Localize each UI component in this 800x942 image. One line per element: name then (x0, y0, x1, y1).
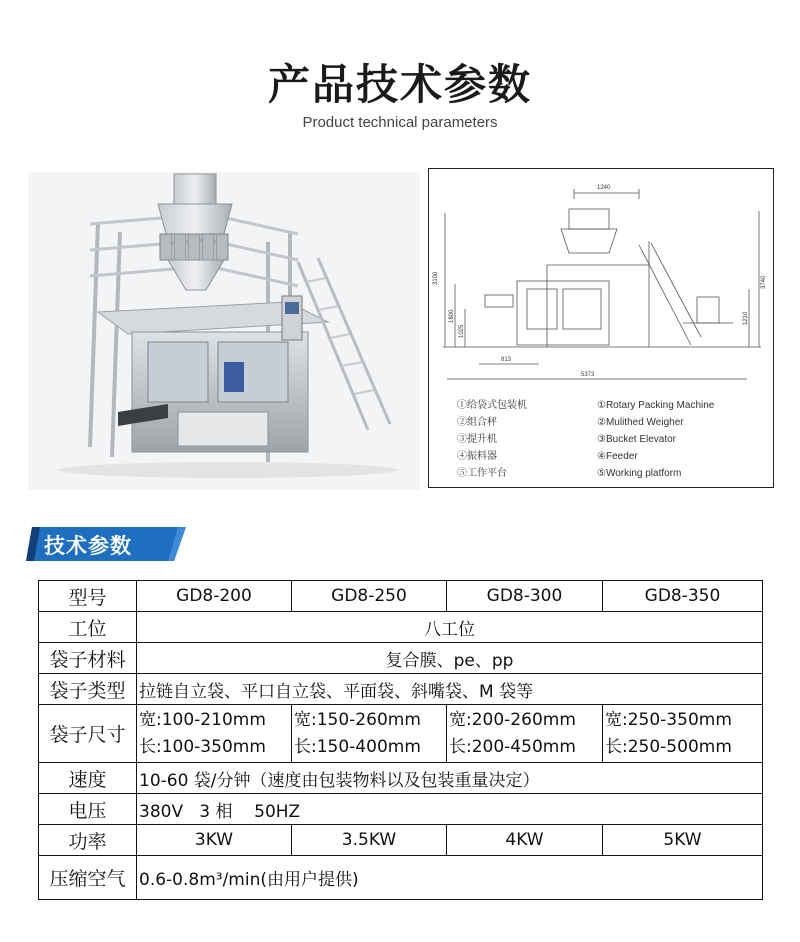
model-cell: GD8-250 (292, 581, 447, 612)
voltage-label: 电压 (39, 794, 137, 825)
legend-item: ①Rotary Packing Machine (597, 400, 715, 411)
size-length: 长:250-500mm (605, 736, 732, 757)
size-width: 宽:100-210mm (139, 709, 266, 730)
size-length: 长:200-450mm (449, 736, 576, 757)
station-label: 工位 (39, 612, 137, 643)
legend-item: ①给袋式包装机 (457, 400, 527, 411)
bagtype-label: 袋子类型 (39, 674, 137, 705)
size-length: 长:150-400mm (294, 736, 421, 757)
table-row (39, 794, 763, 825)
dim-right-total: 3740 (761, 275, 767, 289)
legend-item: ⑤Working platform (597, 468, 682, 479)
table-row (39, 856, 763, 900)
table-row (39, 612, 763, 643)
power-cell: 3KW (137, 825, 292, 856)
air-label: 压缩空气 (39, 856, 137, 900)
size-width: 宽:150-260mm (294, 709, 421, 730)
page-title: 产品技术参数 (267, 60, 532, 109)
spec-table (38, 580, 763, 900)
dim-left-total: 3100 (433, 271, 439, 285)
table-row (39, 705, 763, 763)
voltage-value: 380V 3 相 50HZ (137, 794, 763, 825)
speed-label: 速度 (39, 763, 137, 794)
size-cell (447, 705, 603, 763)
legend-cn (457, 397, 527, 482)
dim-bottom-total: 5373 (581, 372, 595, 378)
model-cell: GD8-200 (137, 581, 292, 612)
power-cell: 4KW (447, 825, 603, 856)
model-label: 型号 (39, 581, 137, 612)
table-row (39, 581, 763, 612)
bagtype-value: 拉链自立袋、平口自立袋、平面袋、斜嘴袋、M 袋等 (137, 674, 763, 705)
size-length: 长:100-350mm (139, 736, 266, 757)
size-width: 宽:250-350mm (605, 709, 732, 730)
technical-drawing (428, 168, 774, 488)
size-cell (292, 705, 447, 763)
material-label: 袋子材料 (39, 643, 137, 674)
table-row (39, 825, 763, 856)
legend-item: ④Feeder (597, 451, 638, 462)
speed-value: 10-60 袋/分钟（速度由包装物料以及包装重量决定） (137, 763, 763, 794)
machine-illustration (28, 172, 420, 490)
power-cell: 5KW (603, 825, 763, 856)
size-width: 宽:200-260mm (449, 709, 576, 730)
material-value: 复合膜、pe、pp (137, 643, 763, 674)
station-value: 八工位 (137, 612, 763, 643)
page-subtitle: Product technical parameters (302, 114, 498, 131)
air-value: 0.6-0.8m³/min(由用户提供) (137, 856, 763, 900)
size-cell (137, 705, 292, 763)
power-cell: 3.5KW (292, 825, 447, 856)
legend-item: ③提升机 (457, 434, 497, 445)
table-row (39, 643, 763, 674)
dim-left-mid: 1800 (449, 309, 455, 323)
legend-item: ④振料器 (457, 451, 497, 462)
dim-top: 1240 (597, 185, 611, 191)
dim-bottom-a: 813 (501, 357, 512, 363)
model-cell: GD8-300 (447, 581, 603, 612)
model-cell: GD8-350 (603, 581, 763, 612)
section-title: 技术参数 (44, 534, 132, 558)
dim-right-low: 1210 (743, 311, 749, 325)
size-cell (603, 705, 763, 763)
dim-left-low: 1025 (459, 324, 465, 338)
layout-diagram (429, 169, 772, 389)
legend-item: ⑤工作平台 (457, 468, 507, 479)
power-label: 功率 (39, 825, 137, 856)
machine-photo (28, 172, 420, 490)
legend-item: ②组合秤 (457, 417, 497, 428)
table-row (39, 763, 763, 794)
legend-item: ②Mulithed Weigher (597, 417, 684, 428)
legend-en (597, 397, 714, 482)
size-label: 袋子尺寸 (39, 705, 137, 763)
table-row (39, 674, 763, 705)
legend-item: ③Bucket Elevator (597, 434, 676, 445)
